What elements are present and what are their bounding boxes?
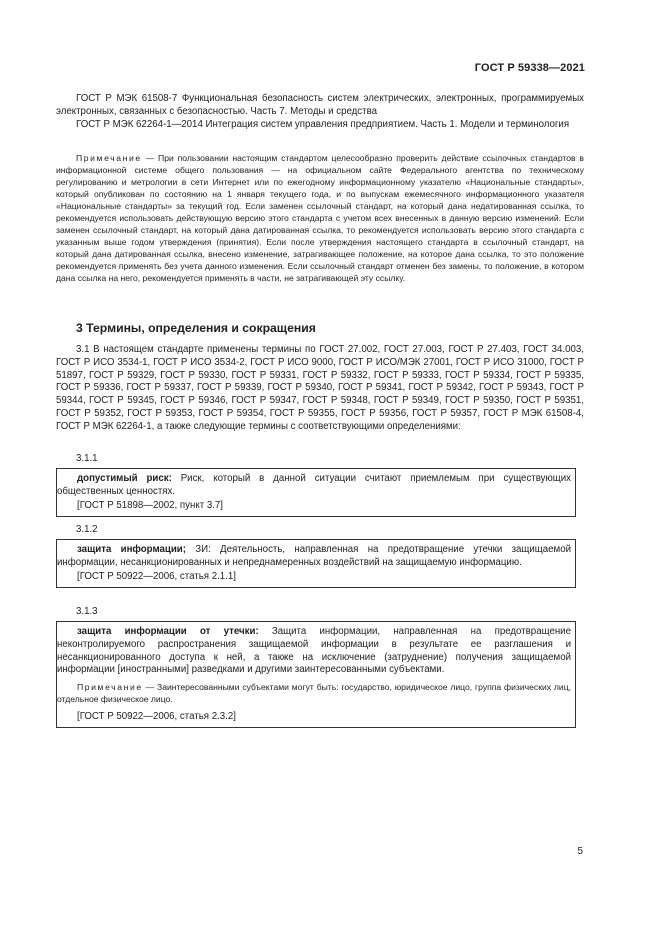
note-label: Примечание (76, 153, 142, 163)
term-name: допустимый риск: (77, 473, 172, 484)
term-source: [ГОСТ Р 50922—2006, статья 2.3.2] (77, 710, 236, 722)
term-note (57, 681, 571, 705)
term-note-label: Примечание (77, 682, 143, 693)
note-text: — При пользовании настоящим стандартом целесообразно проверить действие ссылочных стандартов в информационной системе общего пользования — на официальном сайте Федерального агентства по техническому регулированию и метрологии в сети Интернет или по ежегодному информационному указателю «Национальные стандарты», который опубликован по состоянию на 1 января текущего года, и по выпускам ежемесячного информационного указателя «Национальные стандарты» за текущий год. Если заменен ссылочный стандарт, на который дана недатированная ссылка, то рекомендуется использовать действующую версию этого стандарта с учетом всех внесенных в данную версию изменений. Если заменен ссылочный стандарт, на который дана датированная ссылка, то рекомендуется использовать версию этого стандарта с указанным выше годом утверждения (принятия). Если после утверждения настоящего стандарта в ссылочный стандарт, на который дана датированная ссылка, внесено изменение, затрагивающее положение, на которое дана ссылка, то это положение рекомендуется применять без учета данного изменения. Если ссылочный стандарт отменен без замены, то положение, в котором дана ссылка на него, рекомендуется применять в части, не затрагивающей эту ссылку. (56, 153, 584, 284)
document-code-header: ГОСТ Р 59338—2021 (474, 62, 585, 74)
term-box-3-1-3 (56, 621, 576, 728)
page-number: 5 (577, 846, 583, 857)
term-definition (57, 544, 571, 570)
term-number-3-1-3: 3.1.3 (76, 606, 98, 617)
section-3-heading: 3 Термины, определения и сокращения (76, 321, 316, 335)
term-text: Защита информации, направленная на предотвращение неконтролируемого распространения защищаемой информации в результате ее разглашения и несанкционированного доступа к ней, а также на исключение (затруднение) получения защищаемой информации [иностранными] разведками и другими заинтересованными субъектами. (57, 626, 571, 676)
term-text: ЗИ: Деятельность, направленная на предотвращение утечки защищаемой информации, несанкционированных и непреднамеренных воздействий на защищаемую информацию. (57, 544, 571, 568)
term-source: [ГОСТ Р 51898—2002, пункт 3.7] (77, 499, 223, 511)
term-name: защита информации; (77, 544, 186, 555)
term-box-3-1-2 (56, 539, 576, 588)
section-3-1-paragraph: 3.1 В настоящем стандарте применены термины по ГОСТ 27.002, ГОСТ 27.003, ГОСТ Р 27.403, ГОСТ 34.003, ГОСТ Р ИСО 3534-1, ГОСТ Р ИСО 3534-2, ГОСТ Р ИСО 9000, ГОСТ Р ИСО/МЭК 27001, ГОСТ Р ИСО 31000, ГОСТ Р 51897, ГОСТ Р 59329, ГОСТ Р 59330, ГОСТ Р 59331, ГОСТ Р 59332, ГОСТ Р 59333, ГОСТ Р 59334, ГОСТ Р 59335, ГОСТ Р 59336, ГОСТ Р 59337, ГОСТ Р 59339, ГОСТ Р 59340, ГОСТ Р 59341, ГОСТ Р 59342, ГОСТ Р 59343, ГОСТ Р 59344, ГОСТ Р 59345, ГОСТ Р 59346, ГОСТ Р 59347, ГОСТ Р 59348, ГОСТ Р 59349, ГОСТ Р 59350, ГОСТ Р 59351, ГОСТ Р 59352, ГОСТ Р 59353, ГОСТ Р 59354, ГОСТ Р 59355, ГОСТ Р 59356, ГОСТ Р 59357, ГОСТ Р МЭК 61508-4, ГОСТ Р МЭК 62264-1, а также следующие термины с соответствующими определениями: (56, 344, 584, 432)
term-number-3-1-1: 3.1.1 (76, 453, 98, 464)
normative-reference-61508-7: ГОСТ Р МЭК 61508-7 Функциональная безопасность систем электрических, электронных, программируемых электронных, связанных с безопасностью. Часть 7. Методы и средства (56, 93, 584, 117)
term-source: [ГОСТ Р 50922—2006, статья 2.1.1] (77, 570, 236, 582)
term-note-text: — Заинтересованными субъектами могут быть: государство, юридическое лицо, группа физических лиц, отдельное физическое лицо. (57, 682, 571, 705)
term-definition (57, 626, 571, 677)
term-number-3-1-2: 3.1.2 (76, 524, 98, 535)
term-box-3-1-1 (56, 468, 576, 517)
references-note (56, 152, 584, 285)
normative-reference-62264-1: ГОСТ Р МЭК 62264-1—2014 Интеграция систем управления предприятием. Часть 1. Модели и терминология (76, 119, 570, 130)
term-name: защита информации от утечки: (77, 626, 259, 637)
term-text: Риск, который в данной ситуации считают приемлемым при существующих общественных ценностях. (57, 473, 571, 497)
term-definition (57, 473, 571, 499)
